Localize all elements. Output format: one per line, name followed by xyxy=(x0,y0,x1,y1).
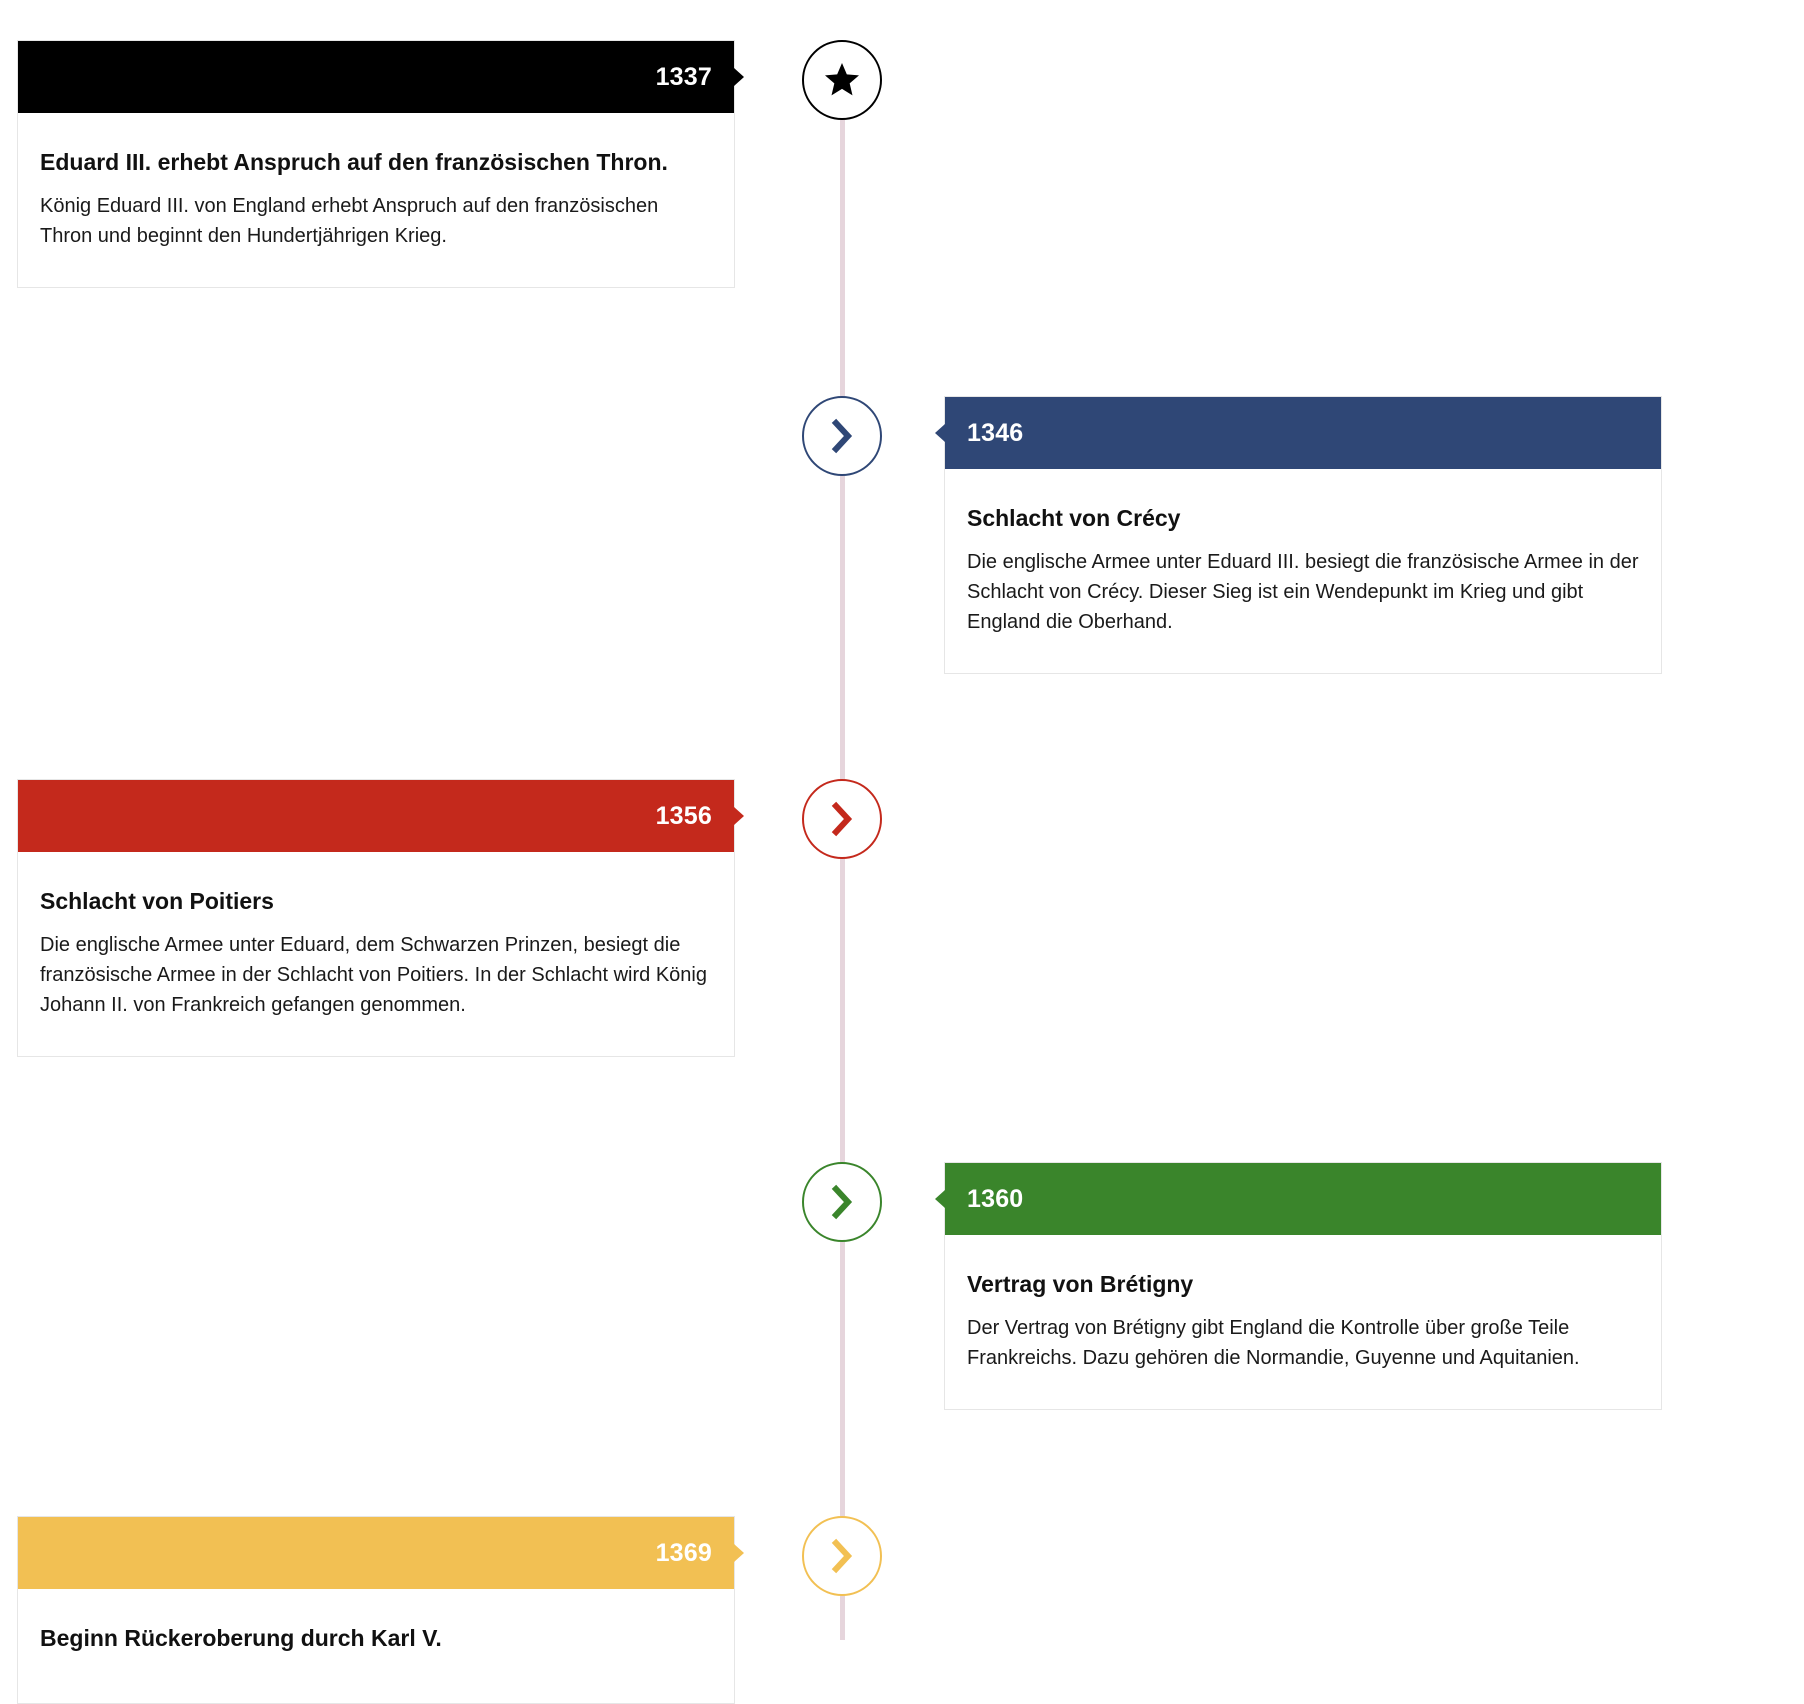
event-description: Die englische Armee unter Eduard III. besiegt die französische Armee in der Schlacht von Crécy. Dieser Sieg ist ein Wendepunkt im Krieg und gibt England die Oberhand. xyxy=(967,551,1639,633)
header-pointer xyxy=(734,807,744,825)
chevron-right-icon xyxy=(827,418,857,454)
event-body xyxy=(945,1235,1661,1409)
star-icon xyxy=(822,60,862,100)
timeline-event-card xyxy=(17,40,735,288)
event-body xyxy=(18,852,734,1056)
event-year: 1346 xyxy=(967,418,1024,447)
event-body xyxy=(945,469,1661,673)
event-title: Schlacht von Crécy xyxy=(967,505,1181,531)
event-year: 1356 xyxy=(655,801,712,830)
event-year-header xyxy=(945,397,1661,469)
event-year: 1369 xyxy=(655,1538,712,1567)
event-year-header xyxy=(945,1163,1661,1235)
timeline-marker xyxy=(802,40,882,120)
event-year-header xyxy=(18,41,734,113)
event-title: Vertrag von Brétigny xyxy=(967,1271,1194,1297)
event-description: Der Vertrag von Brétigny gibt England die Kontrolle über große Teile Frankreichs. Dazu gehören die Normandie, Guyenne und Aquitanien. xyxy=(967,1317,1580,1369)
header-pointer xyxy=(734,1544,744,1562)
chevron-right-icon xyxy=(827,1538,857,1574)
event-description: Die englische Armee unter Eduard, dem Schwarzen Prinzen, besiegt die französische Armee in der Schlacht von Poitiers. In der Schlacht wird König Johann II. von Frankreich gefangen genommen. xyxy=(40,934,707,1016)
header-pointer xyxy=(935,1190,945,1208)
timeline-marker xyxy=(802,779,882,859)
chevron-right-icon xyxy=(827,1184,857,1220)
chevron-right-icon xyxy=(827,801,857,837)
event-body xyxy=(18,113,734,287)
timeline-event-card xyxy=(944,1162,1662,1410)
timeline-axis-line xyxy=(840,80,845,1640)
event-year-header xyxy=(18,1517,734,1589)
header-pointer xyxy=(734,68,744,86)
event-description: König Eduard III. von England erhebt Anspruch auf den französischen Thron und beginnt den Hundertjährigen Krieg. xyxy=(40,195,659,247)
timeline-event-card xyxy=(944,396,1662,674)
timeline-marker xyxy=(802,396,882,476)
event-title: Schlacht von Poitiers xyxy=(40,888,274,914)
timeline-event-card xyxy=(17,779,735,1057)
event-year: 1360 xyxy=(967,1184,1024,1213)
timeline-marker xyxy=(802,1162,882,1242)
timeline-marker xyxy=(802,1516,882,1596)
event-title: Beginn Rückeroberung durch Karl V. xyxy=(40,1625,442,1651)
event-year: 1337 xyxy=(655,62,712,91)
timeline-event-card xyxy=(17,1516,735,1704)
event-title: Eduard III. erhebt Anspruch auf den französischen Thron. xyxy=(40,149,668,175)
event-body xyxy=(18,1589,734,1703)
event-year-header xyxy=(18,780,734,852)
header-pointer xyxy=(935,424,945,442)
